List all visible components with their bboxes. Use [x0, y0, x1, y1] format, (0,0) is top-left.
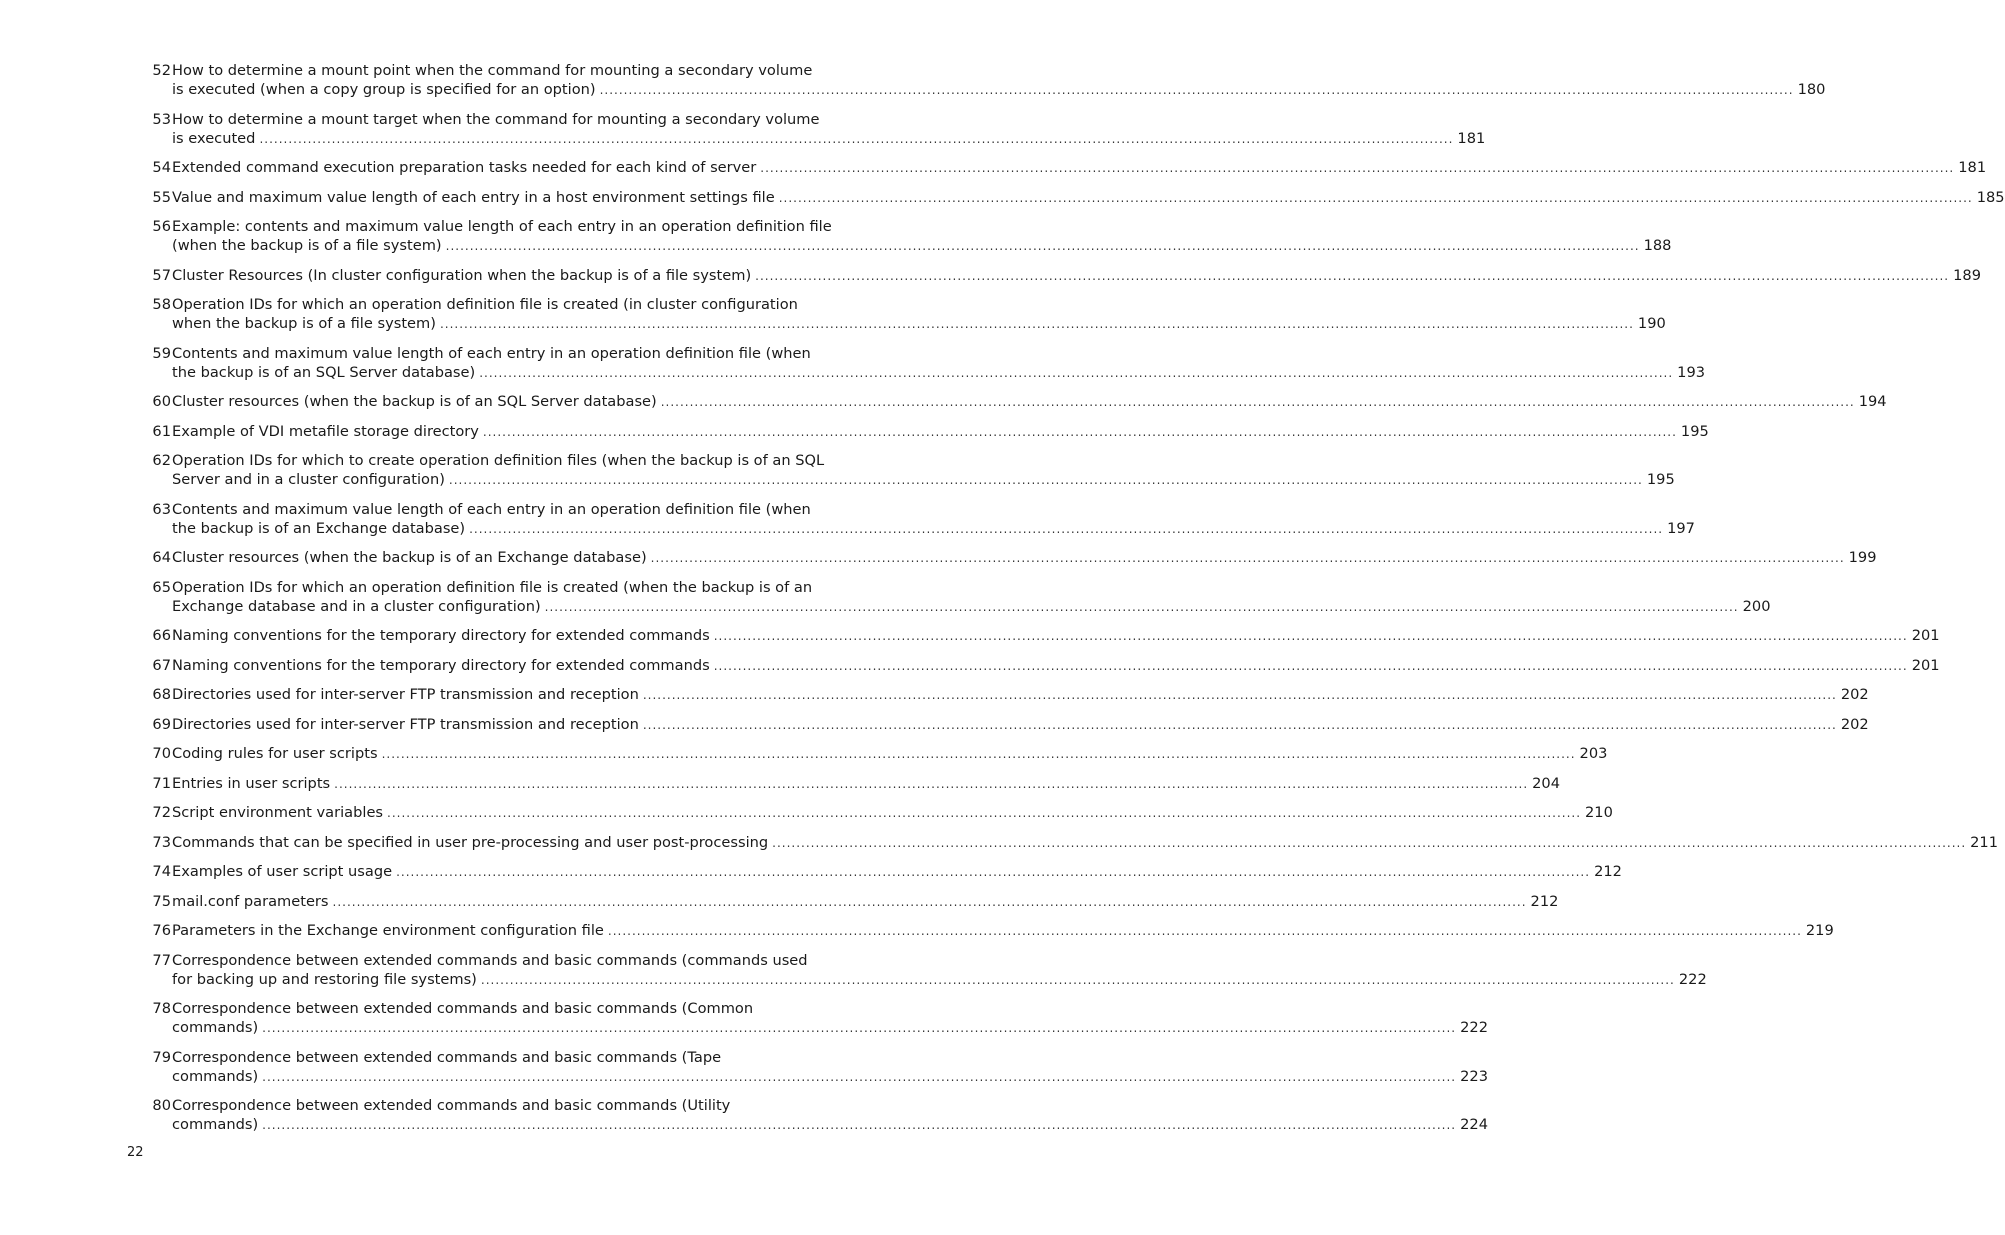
entry-final-line [172, 188, 2005, 208]
entry-number: 57 [152, 266, 171, 284]
toc-entry-67[interactable] [138, 656, 1940, 676]
entry-page-number: 219 [1805, 922, 1834, 939]
entry-title-text: is executed (when a copy group is specified for an option) [172, 81, 596, 98]
entry-title-text: the backup is of an SQL Server database) [172, 363, 476, 381]
entry-body [172, 158, 1986, 178]
entry-page-number: 223 [1460, 1067, 1488, 1085]
entry-page-number: 181 [1457, 129, 1486, 147]
entry-body [172, 892, 1558, 912]
dot-leader [714, 657, 1908, 676]
entry-final-line [172, 626, 1940, 646]
entry-final-line [172, 744, 1607, 764]
entry-body [172, 685, 1869, 705]
entry-body [172, 1096, 1488, 1135]
dot-leader [262, 1019, 1456, 1038]
dot-leader [651, 549, 1845, 568]
entry-body [172, 110, 1485, 149]
entry-body [172, 217, 1671, 256]
entry-page-number: 188 [1643, 237, 1672, 254]
entry-title-line: How to determine a mount target when the command for mounting a secondary volume [172, 110, 820, 128]
entry-number: 68 [152, 686, 171, 703]
entry-title-text: (when the backup is of a file system) [172, 237, 442, 254]
entry-body [172, 548, 1877, 568]
dot-leader [262, 1116, 1456, 1135]
entry-number: 75 [152, 892, 171, 910]
entry-body [172, 744, 1607, 764]
entry-title-text: Entries in user scripts [172, 774, 331, 792]
entry-number: 62 [152, 452, 171, 469]
entry-number: 77 [152, 951, 171, 969]
entry-number: 76 [152, 922, 171, 939]
entry-title-text: Value and maximum value length of each entry in a host environment settings file [172, 188, 775, 206]
entry-title-text: commands) [172, 1116, 259, 1133]
entry-body [172, 451, 1675, 490]
entry-title-line: Example: contents and maximum value length of each entry in an operation definition file [172, 218, 832, 235]
entry-final-line [172, 970, 1707, 990]
entry-body [172, 656, 1940, 676]
toc-entry-59[interactable] [138, 344, 1706, 383]
dot-leader [334, 775, 1528, 794]
table-of-contents [138, 61, 2005, 1145]
entry-title-text: Coding rules for user scripts [172, 745, 378, 762]
entry-final-line [172, 1115, 1488, 1135]
toc-entry-71[interactable] [138, 774, 1560, 794]
entry-number: 61 [152, 422, 171, 440]
entry-final-line [172, 519, 1695, 539]
entry-number: 70 [152, 745, 171, 762]
entry-title-text: Naming conventions for the temporary directory for extended commands [172, 656, 710, 674]
entry-body [172, 422, 1709, 442]
entry-final-line [172, 80, 1825, 100]
entry-title-line: Operation IDs for which to create operation definition files (when the backup is of an SQL [172, 452, 825, 469]
entry-title-line: Correspondence between extended commands and basic commands (commands used [172, 951, 808, 969]
toc-entry-57[interactable] [138, 266, 1981, 286]
entry-number: 64 [152, 549, 171, 566]
entry-final-line [172, 392, 1887, 412]
entry-final-line [172, 129, 1485, 149]
entry-title-line: Correspondence between extended commands and basic commands (Utility [172, 1097, 731, 1114]
entry-title-line: Correspondence between extended commands and basic commands (Common [172, 1000, 754, 1017]
entry-page-number: 185 [1976, 188, 2005, 206]
entry-title-line: Operation IDs for which an operation definition file is created (in cluster configuration [172, 296, 798, 313]
entry-number: 55 [152, 188, 171, 206]
toc-entry-78[interactable] [138, 999, 1488, 1038]
toc-entry-75[interactable] [138, 892, 1559, 912]
dot-leader [262, 1068, 1456, 1087]
entry-final-line [172, 833, 1998, 853]
dot-leader [643, 686, 1837, 705]
entry-number: 53 [152, 110, 171, 128]
toc-entry-58[interactable] [138, 295, 1666, 334]
entry-body [172, 626, 1940, 646]
dot-leader [608, 922, 1802, 941]
dot-leader [483, 423, 1677, 442]
entry-body [172, 500, 1695, 539]
entry-body [172, 344, 1705, 383]
entry-final-line [172, 158, 1986, 178]
toc-entry-79[interactable] [138, 1048, 1488, 1087]
entry-page-number: 222 [1678, 970, 1707, 988]
entry-body [172, 61, 1825, 100]
toc-entry-55[interactable] [138, 188, 2005, 208]
toc-entry-68[interactable] [138, 685, 1869, 705]
entry-title-text: Cluster Resources (In cluster configuration when the backup is of a file system) [172, 266, 752, 284]
entry-title-text: Cluster resources (when the backup is of an SQL Server database) [172, 393, 657, 410]
dot-leader [755, 267, 1949, 286]
entry-page-number: 200 [1742, 597, 1771, 615]
dot-leader [545, 598, 1739, 617]
entry-body [172, 578, 1770, 617]
entry-final-line [172, 363, 1705, 383]
toc-entry-73[interactable] [138, 833, 1998, 853]
entry-title-text: is executed [172, 129, 256, 147]
dot-leader [481, 971, 1675, 990]
entry-page-number: 189 [1953, 266, 1981, 284]
entry-page-number: 201 [1911, 656, 1940, 674]
entry-final-line [172, 314, 1666, 334]
entry-number: 56 [152, 218, 171, 235]
entry-number: 71 [152, 774, 171, 792]
dot-leader [446, 237, 1640, 256]
entry-number: 80 [152, 1097, 171, 1114]
entry-body [172, 266, 1981, 286]
entry-body [172, 862, 1622, 882]
dot-leader [382, 745, 1576, 764]
entry-body [172, 774, 1560, 794]
entry-final-line [172, 597, 1770, 617]
entry-final-line [172, 422, 1709, 442]
entry-page-number: 190 [1637, 315, 1666, 332]
entry-number: 79 [152, 1048, 171, 1066]
entry-page-number: 224 [1460, 1116, 1488, 1133]
entry-title-line: Contents and maximum value length of each entry in an operation definition file (when [172, 344, 811, 362]
entry-page-number: 197 [1667, 519, 1695, 537]
entry-body [172, 188, 2005, 208]
entry-body [172, 921, 1834, 941]
toc-entry-61[interactable] [138, 422, 1709, 442]
toc-entry-53[interactable] [138, 110, 1486, 149]
entry-page-number: 202 [1840, 715, 1869, 733]
entry-title-text: Cluster resources (when the backup is of an Exchange database) [172, 549, 647, 566]
entry-title-text: commands) [172, 1067, 259, 1085]
toc-entry-54[interactable] [138, 158, 1987, 178]
entry-page-number: 195 [1680, 422, 1709, 440]
toc-entry-66[interactable] [138, 626, 1940, 646]
entry-number: 65 [152, 578, 171, 596]
toc-entry-74[interactable] [138, 862, 1622, 882]
entry-number: 52 [152, 62, 171, 79]
entry-final-line [172, 656, 1940, 676]
dot-leader [449, 471, 1643, 490]
entry-title-text: Exchange database and in a cluster configuration) [172, 597, 541, 615]
dot-leader [469, 520, 1663, 539]
entry-number: 63 [152, 500, 171, 518]
entry-final-line [172, 1018, 1488, 1038]
entry-number: 58 [152, 296, 171, 313]
entry-body [172, 295, 1666, 334]
dot-leader [760, 159, 1954, 178]
entry-title-text: Parameters in the Exchange environment configuration file [172, 922, 604, 939]
entry-number: 60 [152, 393, 171, 410]
dot-leader [600, 81, 1794, 100]
entry-page-number: 202 [1840, 686, 1869, 703]
entry-title-text: Example of VDI metafile storage directory [172, 422, 479, 440]
dot-leader [387, 804, 1581, 823]
toc-entry-64[interactable] [138, 548, 1877, 568]
entry-title-text: Server and in a cluster configuration) [172, 471, 445, 488]
entry-number: 67 [152, 656, 171, 674]
entry-title-line: Operation IDs for which an operation definition file is created (when the backup is of an [172, 578, 813, 596]
dot-leader [440, 315, 1634, 334]
entry-page-number: 195 [1646, 471, 1675, 488]
entry-page-number: 181 [1958, 159, 1987, 176]
entry-final-line [172, 236, 1671, 256]
entry-page-number: 204 [1532, 774, 1560, 792]
toc-entry-80[interactable] [138, 1096, 1488, 1135]
entry-final-line [172, 685, 1869, 705]
dot-leader [714, 627, 1908, 646]
entry-final-line [172, 715, 1869, 735]
dot-leader [779, 189, 1973, 208]
entry-number: 72 [152, 804, 171, 821]
entry-body [172, 1048, 1488, 1087]
entry-page-number: 193 [1677, 363, 1706, 381]
entry-title-text: Examples of user script usage [172, 863, 393, 880]
entry-number: 74 [152, 863, 171, 880]
toc-entry-70[interactable] [138, 744, 1608, 764]
entry-page-number: 180 [1797, 81, 1826, 98]
page-footer-number: 22 [127, 1145, 144, 1160]
entry-number: 73 [152, 833, 171, 851]
entry-title-text: Extended command execution preparation tasks needed for each kind of server [172, 159, 757, 176]
entry-title-line: Contents and maximum value length of each entry in an operation definition file (when [172, 500, 811, 518]
entry-final-line [172, 470, 1675, 490]
entry-number: 69 [152, 715, 171, 733]
toc-entry-62[interactable] [138, 451, 1675, 490]
dot-leader [772, 834, 1966, 853]
entry-title-text: Naming conventions for the temporary directory for extended commands [172, 627, 710, 644]
entry-final-line [172, 774, 1560, 794]
entry-page-number: 199 [1848, 549, 1877, 566]
entry-page-number: 212 [1530, 892, 1559, 910]
dot-leader [396, 863, 1590, 882]
entry-title-text: Directories used for inter-server FTP transmission and reception [172, 686, 639, 703]
entry-body [172, 999, 1488, 1038]
entry-number: 66 [152, 627, 171, 644]
entry-final-line [172, 862, 1622, 882]
dot-leader [643, 716, 1837, 735]
entry-page-number: 222 [1460, 1019, 1488, 1036]
entry-title-text: Commands that can be specified in user pre-processing and user post-processing [172, 833, 769, 851]
entry-title-text: Script environment variables [172, 804, 384, 821]
dot-leader [479, 364, 1673, 383]
entry-final-line [172, 892, 1558, 912]
entry-page-number: 212 [1594, 863, 1622, 880]
dot-leader [661, 393, 1855, 412]
entry-title-text: the backup is of an Exchange database) [172, 519, 466, 537]
toc-entry-69[interactable] [138, 715, 1869, 735]
entry-final-line [172, 548, 1877, 568]
entry-final-line [172, 921, 1834, 941]
entry-body [172, 715, 1869, 735]
entry-page-number: 210 [1585, 804, 1613, 821]
toc-entry-63[interactable] [138, 500, 1695, 539]
entry-number: 78 [152, 1000, 171, 1017]
entry-title-line: Correspondence between extended commands and basic commands (Tape [172, 1048, 722, 1066]
dot-leader [259, 130, 1453, 149]
entry-final-line [172, 266, 1981, 286]
entry-final-line [172, 1067, 1488, 1087]
toc-entry-76[interactable] [138, 921, 1834, 941]
toc-entry-77[interactable] [138, 951, 1707, 990]
entry-body [172, 833, 1998, 853]
entry-title-text: mail.conf parameters [172, 892, 329, 910]
toc-entry-72[interactable] [138, 803, 1613, 823]
entry-page-number: 194 [1858, 393, 1887, 410]
entry-body [172, 392, 1887, 412]
entry-title-text: commands) [172, 1019, 259, 1036]
toc-entry-60[interactable] [138, 392, 1887, 412]
entry-body [172, 803, 1613, 823]
entry-title-text: when the backup is of a file system) [172, 315, 436, 332]
entry-number: 54 [152, 159, 171, 176]
entry-number: 59 [152, 344, 171, 362]
entry-title-line: How to determine a mount point when the command for mounting a secondary volume [172, 62, 813, 79]
entry-title-text: Directories used for inter-server FTP transmission and reception [172, 715, 639, 733]
entry-final-line [172, 803, 1613, 823]
toc-entry-56[interactable] [138, 217, 1672, 256]
entry-page-number: 201 [1911, 627, 1940, 644]
dot-leader [333, 893, 1527, 912]
entry-title-text: for backing up and restoring file systems) [172, 970, 477, 988]
toc-entry-65[interactable] [138, 578, 1771, 617]
toc-entry-52[interactable] [138, 61, 1826, 100]
entry-page-number: 203 [1579, 745, 1608, 762]
entry-body [172, 951, 1707, 990]
entry-page-number: 211 [1970, 833, 1998, 851]
